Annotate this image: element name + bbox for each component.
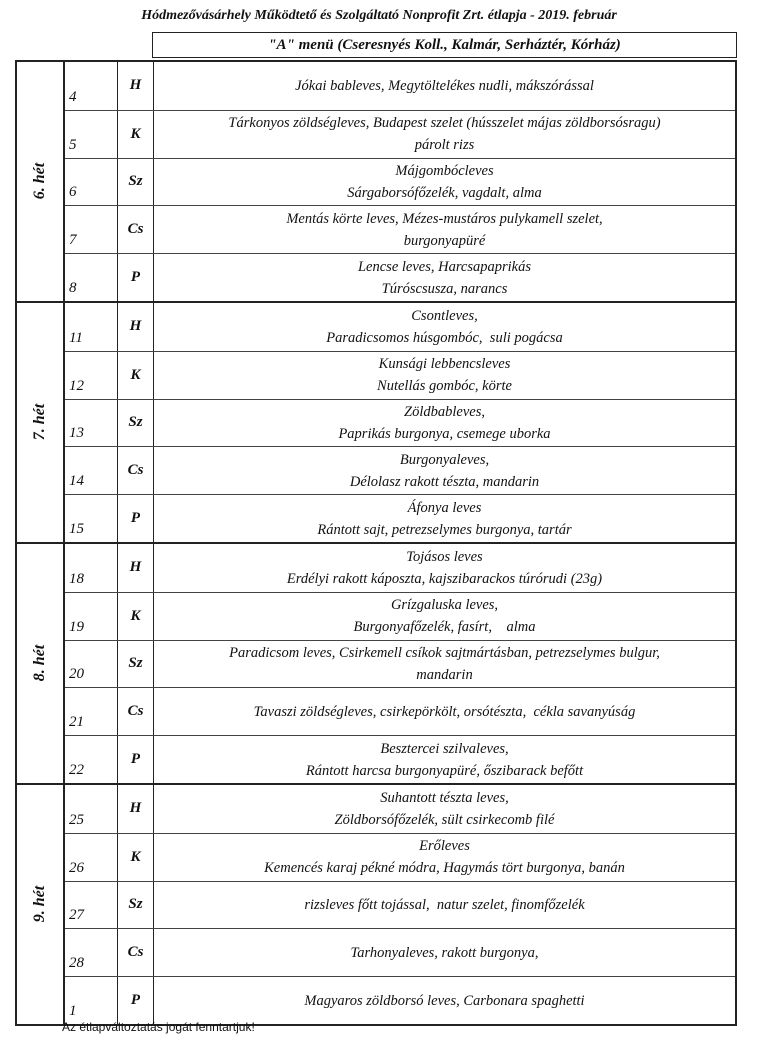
day-number-cell <box>65 206 118 253</box>
day-name: Cs <box>118 206 154 253</box>
day-number-cell <box>65 929 118 976</box>
meal-cell <box>154 593 735 640</box>
meal-line: Magyaros zöldborsó leves, Carbonara spaghetti <box>304 992 585 1009</box>
meal-line: Nutellás gombóc, körte <box>377 378 512 395</box>
day-number: 13 <box>69 425 84 442</box>
meal-line: burgonyapüré <box>403 232 486 249</box>
table-row <box>65 110 735 158</box>
table-row <box>65 158 735 206</box>
page-title: Hódmezővásárhely Működtető és Szolgáltató Nonprofit Zrt. étlapja - 2019. február <box>141 8 617 23</box>
day-number: 5 <box>69 136 77 153</box>
day-number-cell <box>65 593 118 640</box>
meal-cell <box>154 303 735 351</box>
table-row <box>65 494 735 542</box>
meal-cell <box>154 447 735 494</box>
meal-cell <box>154 785 735 833</box>
day-number: 12 <box>69 377 84 394</box>
week-label: 9. hét <box>31 886 48 923</box>
meal-cell <box>154 977 735 1024</box>
meal-cell <box>154 352 735 399</box>
day-name: Sz <box>118 641 154 688</box>
meal-line: rizsleves főtt tojással, natur szelet, finomfőzelék <box>304 896 585 913</box>
day-number: 26 <box>69 859 84 876</box>
meal-line: Grízgaluska leves, <box>390 597 499 614</box>
week-label-cell <box>17 62 65 301</box>
table-row <box>65 833 735 881</box>
day-name: Sz <box>118 159 154 206</box>
day-number-cell <box>65 352 118 399</box>
day-number-cell <box>65 544 118 592</box>
meal-cell <box>154 400 735 447</box>
meal-line: Erőleves <box>419 838 470 855</box>
day-number-cell <box>65 62 118 110</box>
day-name: P <box>118 736 154 783</box>
day-number-cell <box>65 447 118 494</box>
day-number-cell <box>65 400 118 447</box>
meal-cell <box>154 882 735 929</box>
table-row <box>65 881 735 929</box>
day-number-cell <box>65 159 118 206</box>
meal-line: Csontleves, <box>411 307 478 324</box>
table-row <box>65 640 735 688</box>
day-number-cell <box>65 641 118 688</box>
meal-line: Erdélyi rakott káposzta, kajszibarackos túrórudi (23g) <box>286 570 603 587</box>
table-row <box>65 785 735 833</box>
day-name: H <box>118 785 154 833</box>
table-row <box>65 253 735 301</box>
week-block <box>15 783 737 1026</box>
meal-cell <box>154 111 735 158</box>
day-number-cell <box>65 303 118 351</box>
table-row <box>65 592 735 640</box>
week-label: 8. hét <box>31 645 48 682</box>
day-number-cell <box>65 882 118 929</box>
table-row <box>65 205 735 253</box>
day-number: 1 <box>69 1002 77 1019</box>
week-label-cell <box>17 785 65 1024</box>
meal-line: Kunsági lebbencsleves <box>378 356 511 373</box>
table-row <box>65 544 735 592</box>
meal-line: mandarin <box>416 666 473 683</box>
meal-cell <box>154 688 735 735</box>
meal-line: Paprikás burgonya, csemege uborka <box>338 425 551 442</box>
menu-table <box>15 60 737 1026</box>
meal-line: Zöldborsófőzelék, sült csirkecomb filé <box>334 811 555 828</box>
table-row <box>65 735 735 783</box>
day-name: H <box>118 62 154 110</box>
day-number-cell <box>65 977 118 1024</box>
day-number: 7 <box>69 232 77 249</box>
day-name: P <box>118 977 154 1024</box>
day-number: 20 <box>69 666 84 683</box>
day-name: K <box>118 111 154 158</box>
day-number: 21 <box>69 714 84 731</box>
day-number: 19 <box>69 618 84 635</box>
day-number: 14 <box>69 473 84 490</box>
day-number: 28 <box>69 955 84 972</box>
week-label-cell <box>17 303 65 542</box>
week-block <box>15 542 737 783</box>
week-label: 7. hét <box>31 404 48 441</box>
day-name: Cs <box>118 688 154 735</box>
week-label: 6. hét <box>31 163 48 200</box>
day-number: 27 <box>69 907 84 924</box>
meal-cell <box>154 544 735 592</box>
table-row <box>65 399 735 447</box>
meal-cell <box>154 159 735 206</box>
meal-line: Túróscsusza, narancs <box>381 280 508 297</box>
day-name: Sz <box>118 400 154 447</box>
day-name: Cs <box>118 447 154 494</box>
day-name: K <box>118 593 154 640</box>
meal-line: Májgombócleves <box>395 162 494 179</box>
day-name: P <box>118 495 154 542</box>
day-name: K <box>118 352 154 399</box>
meal-cell <box>154 206 735 253</box>
meal-line: Tojásos leves <box>406 548 483 565</box>
meal-line: Besztercei szilvaleves, <box>380 740 509 757</box>
day-number: 18 <box>69 570 84 587</box>
meal-line: Burgonyaleves, <box>399 451 490 468</box>
day-number: 8 <box>69 279 77 296</box>
day-number: 11 <box>69 329 83 346</box>
meal-line: Délolasz rakott tészta, mandarin <box>349 473 540 490</box>
meal-line: Áfonya leves <box>407 499 482 516</box>
day-number-cell <box>65 834 118 881</box>
meal-line: Rántott harcsa burgonyapüré, őszibarack befőtt <box>305 762 584 779</box>
menu-header: "A" menü (Cseresnyés Koll., Kalmár, Serháztér, Kórház) <box>152 32 737 58</box>
meal-line: Burgonyafőzelék, fasírt, alma <box>353 619 536 636</box>
meal-line: Tárkonyos zöldségleves, Budapest szelet (hússzelet májas zöldborsósragu) <box>228 115 661 132</box>
meal-line: Lencse leves, Harcsapaprikás <box>357 258 532 275</box>
meal-cell <box>154 495 735 542</box>
week-block <box>15 60 737 301</box>
meal-cell <box>154 834 735 881</box>
meal-line: Jókai bableves, Megytöltelékes nudli, mákszórással <box>295 77 594 94</box>
meal-cell <box>154 929 735 976</box>
day-name: Cs <box>118 929 154 976</box>
meal-cell <box>154 736 735 783</box>
day-number-cell <box>65 495 118 542</box>
table-row <box>65 62 735 110</box>
day-number: 6 <box>69 184 77 201</box>
week-label-cell <box>17 544 65 783</box>
day-number: 25 <box>69 811 84 828</box>
table-row <box>65 446 735 494</box>
meal-line: Rántott sajt, petrezselymes burgonya, tartár <box>317 521 572 538</box>
table-row <box>65 976 735 1024</box>
day-number-cell <box>65 111 118 158</box>
meal-line: Zöldbableves, <box>404 403 485 420</box>
day-name: H <box>118 303 154 351</box>
meal-line: Tarhonyaleves, rakott burgonya, <box>350 944 539 961</box>
table-row <box>65 687 735 735</box>
meal-line: párolt rizs <box>414 137 475 154</box>
meal-line: Sárgaborsófőzelék, vagdalt, alma <box>347 184 542 201</box>
day-name: P <box>118 254 154 301</box>
meal-line: Paradicsomos húsgombóc, suli pogácsa <box>326 329 563 346</box>
meal-line: Paradicsom leves, Csirkemell csíkok sajtmártásban, petrezselymes bulgur, <box>229 644 660 661</box>
day-number: 4 <box>69 88 77 105</box>
day-name: Sz <box>118 882 154 929</box>
table-row <box>65 303 735 351</box>
table-row <box>65 928 735 976</box>
footer-note: Az étlapváltoztatás jogát fenntartjuk! <box>62 1020 255 1034</box>
day-name: K <box>118 834 154 881</box>
day-number-cell <box>65 736 118 783</box>
day-number-cell <box>65 785 118 833</box>
day-number-cell <box>65 254 118 301</box>
meal-line: Kemencés karaj pékné módra, Hagymás tört burgonya, banán <box>264 860 625 877</box>
day-name: H <box>118 544 154 592</box>
table-row <box>65 351 735 399</box>
meal-line: Suhantott tészta leves, <box>380 789 509 806</box>
day-number: 15 <box>69 520 84 537</box>
day-number-cell <box>65 688 118 735</box>
week-block <box>15 301 737 542</box>
meal-cell <box>154 62 735 110</box>
meal-line: Mentás körte leves, Mézes-mustáros pulykamell szelet, <box>286 210 603 227</box>
meal-cell <box>154 641 735 688</box>
meal-line: Tavaszi zöldségleves, csirkepörkölt, orsótészta, cékla savanyúság <box>253 703 636 720</box>
meal-cell <box>154 254 735 301</box>
day-number: 22 <box>69 761 84 778</box>
